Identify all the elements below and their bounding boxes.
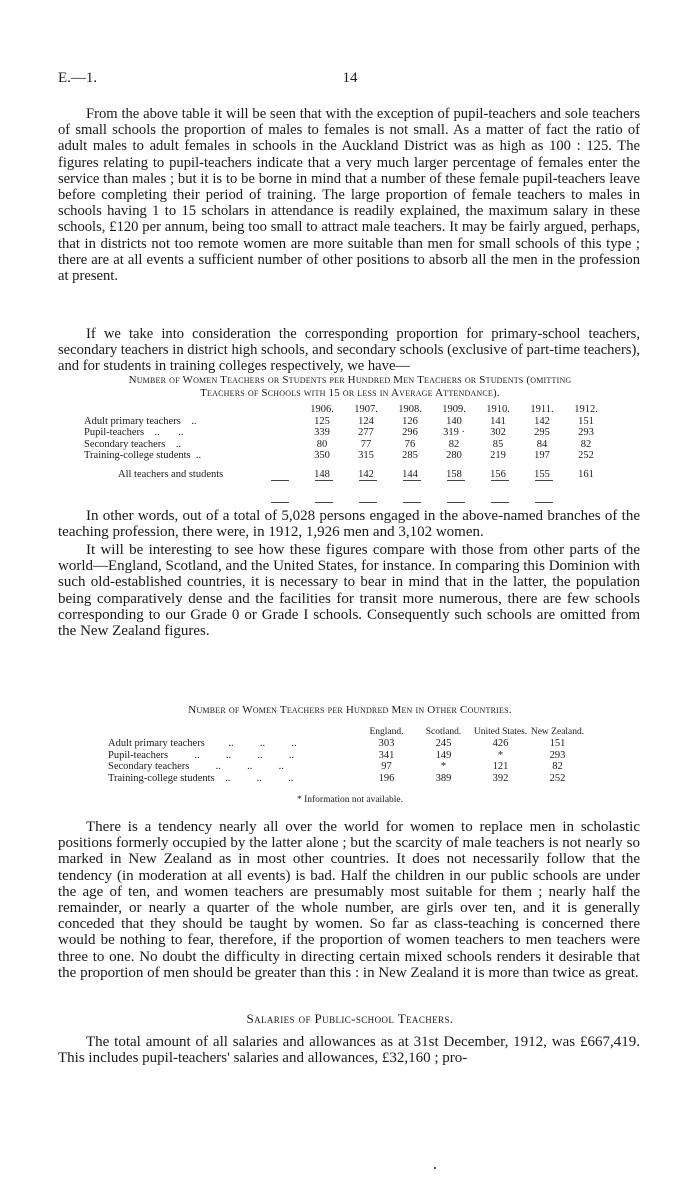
divider bbox=[447, 502, 465, 503]
row-label: Secondary teachers .. .. .. bbox=[108, 761, 284, 773]
table-row bbox=[84, 439, 608, 451]
women-per-hundred-men-table bbox=[84, 404, 608, 480]
divider bbox=[359, 502, 377, 503]
divider bbox=[403, 480, 421, 481]
divider bbox=[491, 502, 509, 503]
divider bbox=[403, 502, 421, 503]
year-header: 1912. bbox=[574, 404, 598, 416]
divider bbox=[271, 480, 289, 481]
column-header: England. bbox=[369, 727, 404, 737]
table-row bbox=[108, 738, 586, 750]
table-cell: 315 bbox=[358, 450, 374, 462]
table-cell: 149 bbox=[435, 749, 452, 761]
table1-caption-line2: Teachers of Schools with 15 or less in Average Attendance). bbox=[200, 387, 500, 399]
table2-header-row bbox=[108, 727, 586, 738]
divider bbox=[315, 502, 333, 503]
table-cell: 302 bbox=[490, 427, 506, 439]
table-cell: 82 bbox=[448, 438, 460, 450]
table-total-row bbox=[84, 462, 608, 480]
table-cell: 161 bbox=[578, 468, 594, 480]
paragraph-2: If we take into consideration the corresponding proportion for primary-school teachers, secondary teachers in district high schools, and secondary schools (exclusive of part-time teachers), and for students in training colleges respectively, we have— bbox=[58, 326, 640, 375]
paragraph-3: In other words, out of a total of 5,028 persons engaged in the above-named branches of the teaching profession, there were, in 1912, 1,926 men and 3,102 women. bbox=[58, 508, 640, 541]
year-header: 1908. bbox=[398, 404, 422, 416]
table-cell: 144 bbox=[402, 468, 418, 480]
table-cell: 339 bbox=[314, 427, 330, 439]
table-row bbox=[84, 427, 608, 439]
year-header: 1911. bbox=[530, 404, 554, 416]
table-cell: 121 bbox=[492, 761, 509, 773]
row-label: Pupil-teachers .. .. bbox=[84, 427, 184, 439]
table-cell: 293 bbox=[549, 749, 566, 761]
table-cell: 158 bbox=[446, 468, 462, 480]
divider bbox=[271, 502, 289, 503]
table-cell: 85 bbox=[492, 438, 504, 450]
table-cell: 350 bbox=[314, 450, 330, 462]
table-cell: 295 bbox=[534, 427, 550, 439]
table2-caption: Number of Women Teachers per Hundred Men in Other Countries. bbox=[188, 704, 512, 716]
table-cell: 151 bbox=[578, 415, 594, 427]
total-label: All teachers and students bbox=[118, 468, 224, 480]
table-row bbox=[84, 450, 608, 462]
row-label: Adult primary teachers .. bbox=[84, 415, 197, 427]
table-cell: 303 bbox=[378, 738, 395, 750]
table-cell: 392 bbox=[492, 772, 509, 784]
table-cell: * bbox=[440, 761, 447, 773]
table-cell: * bbox=[497, 749, 504, 761]
table-cell: 296 bbox=[402, 427, 418, 439]
table-cell: 245 bbox=[435, 738, 452, 750]
column-header: United States. bbox=[473, 727, 528, 737]
table-cell: 82 bbox=[552, 761, 563, 773]
paragraph-5: There is a tendency nearly all over the world for women to replace men in scholastic positions formerly occupied by the latter alone ; but the scarcity of male teachers is not nearly so marked in New Zealand as in most other countries. It does not necessarily follow that the tendency (in moderation at all events) is bad. Half the children in our public schools are under the age of ten, and women teachers are presumably most suitable for them ; nearly half the remainder, or nearly a quarter of the whole number, are girls over ten, and it is generally conceded that they should be taught by women. So far as class-teaching is concerned there would be nothing to fear, therefore, if the proportion of women teachers to men teachers were three to one. No doubt the difficulty in directing certain mixed schools renders it desirable that the proportion of men should be greater than this : in New Zealand it is more than twice as great. bbox=[58, 819, 640, 981]
table-row bbox=[108, 773, 586, 785]
other-countries-table bbox=[108, 727, 586, 784]
table-cell: 389 bbox=[435, 772, 452, 784]
table-cell: 426 bbox=[492, 738, 509, 750]
paragraph-1: From the above table it will be seen that with the exception of pupil-teachers and sole teachers of small schools the proportion of males to females is not small. As a matter of fact the ratio of adult males to adult females in schools in the Auckland District was as high as 100 : 125. The figures relating to pupil-teachers indicate that a very much larger percentage of females enter the service than males ; but it is to be borne in mind that a number of these female pupil-teachers leave before completing their period of training. The large proportion of female teachers to males in schools having 1 to 15 scholars in attendance is readily explained, the maximum salary in these schools, £120 per annum, being too small to attract male teachers. It may be fairly argued, perhaps, that in districts not too remote women are more suitable than men for small schools of this type ; there are at all events a sufficient number of other positions to absorb all the men in the profession at present. bbox=[58, 106, 640, 285]
year-header: 1906. bbox=[310, 404, 334, 416]
table-cell: 280 bbox=[446, 450, 462, 462]
table-cell: 155 bbox=[534, 468, 550, 480]
year-header: 1909. bbox=[442, 404, 466, 416]
table-cell: 319 · bbox=[443, 427, 465, 439]
table-cell: 341 bbox=[378, 749, 395, 761]
table-cell: 82 bbox=[580, 438, 592, 450]
table-cell: 156 bbox=[490, 468, 506, 480]
table-cell: 293 bbox=[578, 427, 594, 439]
section-heading: Salaries of Public-school Teachers. bbox=[246, 1011, 454, 1026]
divider bbox=[491, 480, 509, 481]
table-cell: 80 bbox=[316, 438, 328, 450]
table-cell: 219 bbox=[490, 450, 506, 462]
table-cell: 125 bbox=[314, 415, 330, 427]
table-cell: 140 bbox=[446, 415, 462, 427]
divider bbox=[359, 480, 377, 481]
table1-header-row bbox=[84, 404, 608, 416]
row-label: Adult primary teachers .. .. .. bbox=[108, 738, 297, 750]
table-cell: 252 bbox=[578, 450, 594, 462]
row-label: Secondary teachers .. bbox=[84, 438, 182, 450]
column-header: Scotland. bbox=[425, 727, 462, 737]
table-cell: 141 bbox=[490, 415, 506, 427]
table-cell: 285 bbox=[402, 450, 418, 462]
table-cell: 126 bbox=[402, 415, 418, 427]
table-cell: 97 bbox=[381, 761, 392, 773]
table1-caption-line1: Number of Women Teachers or Students per Hundred Men Teachers or Students (omitting bbox=[128, 374, 572, 386]
table-cell: 196 bbox=[378, 772, 395, 784]
table-cell: 77 bbox=[360, 438, 372, 450]
page-header bbox=[58, 70, 642, 90]
print-speck bbox=[434, 1167, 436, 1169]
table-cell: 124 bbox=[358, 415, 374, 427]
table-cell: 76 bbox=[404, 438, 416, 450]
page-number: 14 bbox=[342, 70, 358, 86]
table-cell: 277 bbox=[358, 427, 374, 439]
table-cell: 252 bbox=[549, 772, 566, 784]
table1-caption bbox=[40, 374, 660, 400]
column-header: New Zealand. bbox=[530, 727, 585, 737]
table-cell: 84 bbox=[536, 438, 548, 450]
divider bbox=[447, 480, 465, 481]
paragraph-6: The total amount of all salaries and allowances as at 31st December, 1912, was £667,419. This includes pupil-teachers' salaries and allowances, £32,160 ; pro- bbox=[58, 1034, 640, 1067]
year-header: 1907. bbox=[354, 404, 378, 416]
divider bbox=[535, 480, 553, 481]
year-header: 1910. bbox=[486, 404, 510, 416]
table-row bbox=[84, 416, 608, 428]
table-row bbox=[108, 750, 586, 762]
row-label: Pupil-teachers .. .. .. .. bbox=[108, 749, 295, 761]
row-label: Training-college students .. .. .. bbox=[108, 772, 294, 784]
table-row bbox=[108, 761, 586, 773]
table-cell: 148 bbox=[314, 468, 330, 480]
table2-footnote: * Information not available. bbox=[296, 795, 404, 805]
table-cell: 142 bbox=[358, 468, 374, 480]
paragraph-4: It will be interesting to see how these figures compare with those from other parts of the world—England, Scotland, and the United States, for instance. In comparing this Dominion with such old-established countries, it is necessary to bear in mind that in the latter, the population being comparatively dense and the facilities for transit more numerous, there are few schools corresponding to our Grade 0 or Grade I schools. Consequently such schools are omitted from the New Zealand figures. bbox=[58, 542, 640, 640]
divider bbox=[315, 480, 333, 481]
row-label: Training-college students .. bbox=[84, 450, 202, 462]
table-cell: 142 bbox=[534, 415, 550, 427]
table-cell: 197 bbox=[534, 450, 550, 462]
divider bbox=[535, 502, 553, 503]
table-cell: 151 bbox=[549, 738, 566, 750]
document-reference: E.—1. bbox=[58, 70, 98, 86]
